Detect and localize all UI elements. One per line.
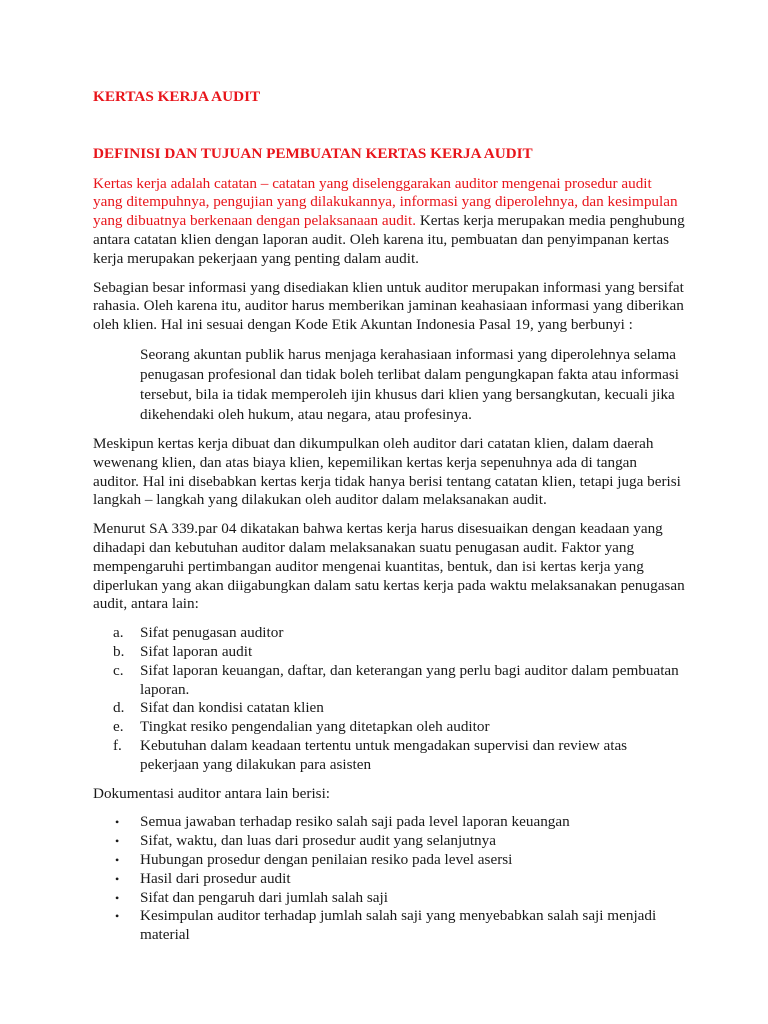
list-item-text: Kebutuhan dalam keadaan tertentu untuk mengadakan supervisi dan review atas pekerjaan yang dilakukan para asisten bbox=[140, 736, 628, 773]
list-item bbox=[93, 851, 685, 870]
definition-paragraph bbox=[93, 175, 685, 269]
list-marker: e. bbox=[113, 718, 124, 736]
list-item bbox=[93, 889, 685, 908]
list-item-text: Hubungan prosedur dengan penilaian resiko pada level asersi bbox=[140, 850, 513, 868]
bullet-icon: • bbox=[115, 909, 120, 924]
list-item-text: Tingkat resiko pengendalian yang ditetapkan oleh auditor bbox=[140, 718, 490, 736]
list-item bbox=[93, 624, 685, 643]
list-marker: a. bbox=[113, 624, 124, 642]
documentation-list bbox=[93, 813, 685, 945]
code-of-ethics-quote: Seorang akuntan publik harus menjaga kerahasiaan informasi yang diperolehnya selama penugasan profesional dan tidak boleh terlibat dalam pengungkapan fakta atau informasi tersebut, bila ia tidak memperoleh ijin khusus dari klien yang bersangkutan, kecuali jika dikehendaki oleh hukum, atau negara, atau profesinya. bbox=[140, 345, 679, 423]
list-item bbox=[93, 813, 685, 832]
list-item-text: Sifat, waktu, dan luas dari prosedur audit yang selanjutnya bbox=[140, 832, 496, 850]
list-item bbox=[93, 832, 685, 851]
section-title: DEFINISI DAN TUJUAN PEMBUATAN KERTAS KERJA AUDIT bbox=[93, 144, 533, 162]
definition-highlight: Kertas kerja adalah catatan – catatan yang diselenggarakan auditor mengenai prosedur audit yang ditempuhnya, pengujian yang dilakukannya, informasi yang diperolehnya, dan kesimpulan yang dibuatnya berkenaan dengan pelaksanaan audit. bbox=[93, 174, 678, 230]
bullet-icon: • bbox=[115, 815, 120, 830]
list-item bbox=[93, 870, 685, 889]
list-marker: d. bbox=[113, 699, 125, 717]
sa339-paragraph: Menurut SA 339.par 04 dikatakan bahwa kertas kerja harus disesuaikan dengan keadaan yang dihadapi dan kebutuhan auditor dalam melaksanakan suatu penugasan audit. Faktor yang mempengaruhi pertimbangan auditor mengenai kuantitas, bentuk, dan isi kertas kerja yang diperlukan yang akan diigabungkan dalam satu kertas kerja pada waktu melaksanakan penugasan audit, antara lain: bbox=[93, 520, 685, 613]
list-item-text: Sifat penugasan auditor bbox=[140, 624, 284, 642]
bullet-icon: • bbox=[115, 890, 120, 905]
bullet-icon: • bbox=[115, 871, 120, 886]
list-item bbox=[93, 718, 685, 737]
list-item-text: Hasil dari prosedur audit bbox=[140, 869, 291, 887]
list-item-text: Sifat laporan audit bbox=[140, 642, 253, 660]
list-item-text: Sifat laporan keuangan, daftar, dan keterangan yang perlu bagi auditor dalam pembuatan laporan. bbox=[140, 661, 679, 698]
list-marker: b. bbox=[113, 642, 125, 660]
list-item-text: Kesimpulan auditor terhadap jumlah salah saji yang menyebabkan salah saji menjadi material bbox=[140, 907, 657, 944]
list-item-text: Sifat dan kondisi catatan klien bbox=[140, 699, 324, 717]
list-item bbox=[93, 907, 685, 945]
bullet-icon: • bbox=[115, 834, 120, 849]
list-item bbox=[93, 737, 685, 775]
confidentiality-paragraph: Sebagian besar informasi yang disediakan klien untuk auditor merupakan informasi yang bersifat rahasia. Oleh karena itu, auditor harus memberikan jaminan keahasiaan informasi yang diberikan oleh klien. Hal ini sesuai dengan Kode Etik Akuntan Indonesia Pasal 19, yang berbunyi : bbox=[93, 278, 684, 334]
list-item-text: Semua jawaban terhadap resiko salah saji pada level laporan keuangan bbox=[140, 813, 570, 831]
document-title: KERTAS KERJA AUDIT bbox=[93, 88, 261, 105]
list-marker: c. bbox=[113, 661, 124, 679]
list-item-text: Sifat dan pengaruh dari jumlah salah saji bbox=[140, 888, 388, 906]
document-body bbox=[93, 88, 685, 945]
documentation-intro: Dokumentasi auditor antara lain berisi: bbox=[93, 784, 331, 802]
bullet-icon: • bbox=[115, 852, 120, 867]
list-marker: f. bbox=[113, 736, 122, 754]
definition-rest: Kertas kerja merupakan media penghubung antara catatan klien dengan laporan audit. Oleh karena itu, pembuatan dan penyimpanan kertas kerja merupakan pekerjaan yang penting dalam audit. bbox=[93, 212, 685, 267]
factors-list bbox=[93, 624, 685, 774]
list-item bbox=[93, 699, 685, 718]
list-item bbox=[93, 662, 685, 700]
list-item bbox=[93, 643, 685, 662]
ownership-paragraph: Meskipun kertas kerja dibuat dan dikumpulkan oleh auditor dari catatan klien, dalam daerah wewenang klien, dan atas biaya klien, kepemilikan kertas kerja sepenuhnya ada di tangan auditor. Hal ini disebabkan kertas kerja tidak hanya berisi tentang catatan klien, tetapi juga berisi langkah – langkah yang dilakukan oleh auditor dalam melaksanakan audit. bbox=[93, 434, 681, 509]
